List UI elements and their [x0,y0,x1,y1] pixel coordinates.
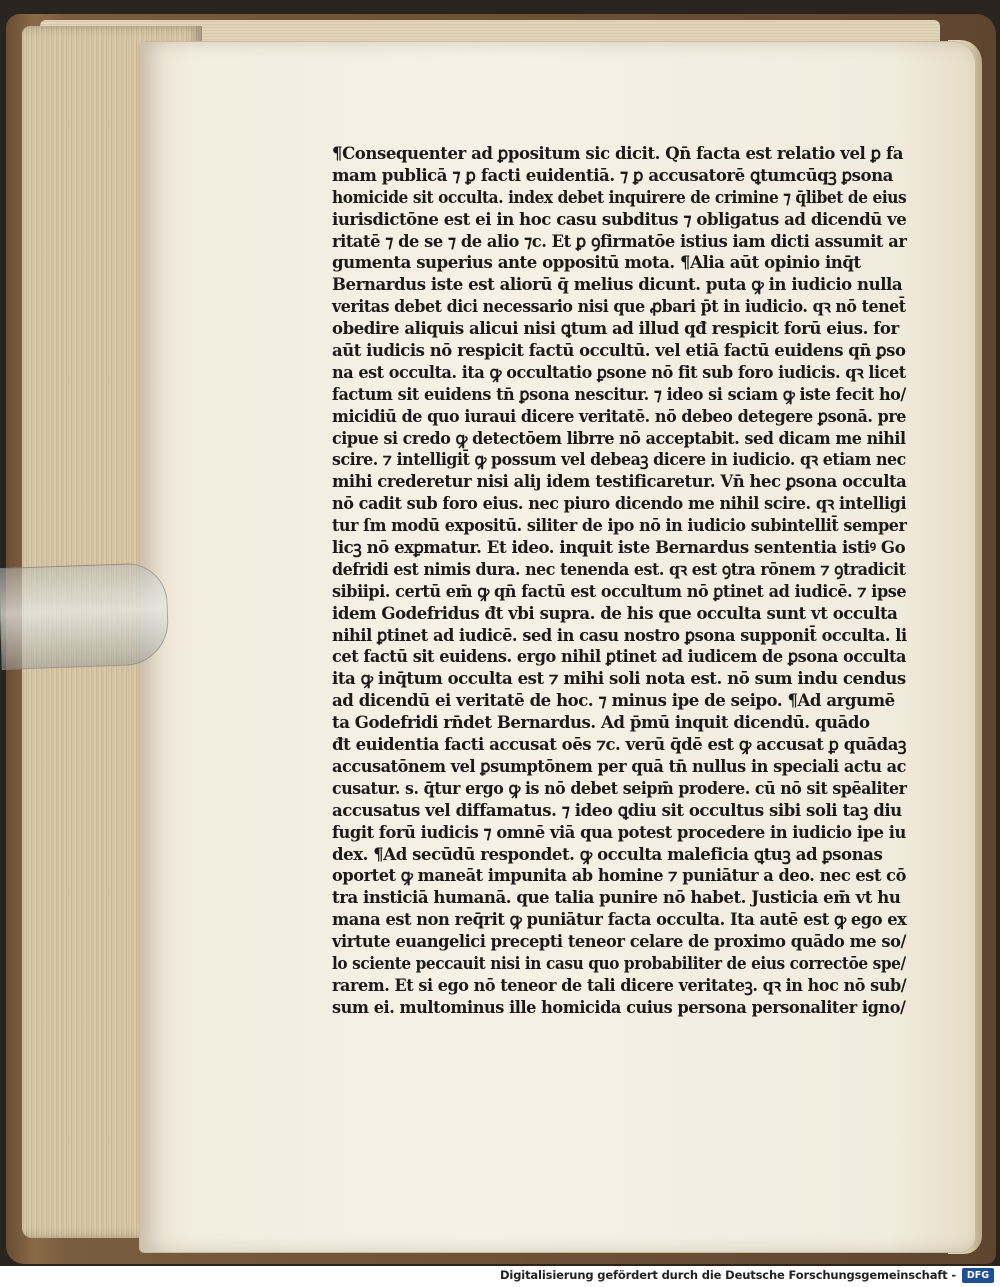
text-line: lo sciente peccauit nisi in casu quo probabiliter de eius correctōe spe/ [332,952,906,973]
funding-credit: Digitalisierung gefördert durch die Deutsche Forschungsgemeinschaft - [500,1268,956,1282]
text-line: factum sit euidens tn̄ ꝑsona nescitur. ⁊ ideo si sciam ꝙ iste fecit ho/ [332,383,906,404]
text-line: rarem. Et si ego nō teneor de tali dicere veritateꝫ. qꝛ in hoc nō sub/ [332,974,907,995]
text-line: na est occulta. ita ꝙ occultatio ꝑsone nō fit sub foro iudicis. qꝛ licet [332,361,906,382]
text-line: tur ſm modū expositū. siliter de ipo nō in iudicio subintellit̄ semper [332,515,907,536]
text-line: nihil ꝑtinet ad iudicē. sed in casu nostro ꝑsona supponit̄ occulta. li [332,624,907,645]
text-line: mihi crederetur nisi aliȷ idem testificaretur. Vn̄ hec ꝑsona occulta [332,471,907,492]
dfg-logo: DFG [962,1268,994,1283]
text-line: homicide sit occulta. index debet inquirere de crimine ⁊ q̄libet de eius [332,186,907,207]
text-line: tra insticiā humanā. que talia punire nō habet. Justicia em̄ vt hu [332,887,901,908]
text-line: idem Godefridus đt vbi supra. de his que occulta sunt vt occulta [332,602,898,623]
text-line: ita ꝙ inq̄tum occulta est ⁊ mihi soli nota est. nō sum indu cendus [332,668,906,689]
text-line: mam publicā ⁊ ꝑ facti euidentiā. ⁊ ꝑ accusatorē ꝗtumcūqꝫ ꝑsona [332,164,893,185]
text-line: accusatōnem vel ꝑsumptōnem per quā tn̄ nullus in speciali actu ac [332,755,907,776]
text-line: ad dicendū ei veritatē de hoc. ⁊ minus ipe de seipo. ¶Ad argumē [332,690,895,711]
text-line: cipue si credo ꝙ detectōem librre nō acceptabit. sed dicam me nihil [332,427,906,448]
text-line: ritatē ⁊ de se ⁊ de alio ⁊c. Et ꝑ ꝯfirmatōe istius iam dicti assumit ar [332,230,907,251]
text-line: cusatur. s. q̄tur ergo ꝙ is nō debet seipm̄ prodere. cū nō sit spēaliter [332,777,907,798]
text-line: ta Godefridi rn̄det Bernardus. Ad p̄mū inquit dicendū. quādo [332,712,870,733]
text-line: dex. ¶Ad secūdū respondet. ꝙ occulta maleficia ꝗtuꝫ ad ꝑsonas [332,843,883,864]
text-line: obedire aliquis alicui nisi ꝗtum ad illud qđ respicit forū eius. for [332,318,899,339]
text-line: đt euidentia facti accusat oēs ⁊c. verū q̄dē est ꝙ accusat ꝑ quādaꝫ [332,734,907,755]
text-line: gumenta superius ante oppositū mota. ¶Alia aūt opinio inq̄t [332,252,861,273]
text-line: Bernardus iste est aliorū q̄ melius dicunt. puta ꝙ in iudicio nulla [332,274,903,295]
text-line: nō cadit sub foro eius. nec piuro dicendo me nihil scire. qꝛ intelligi [332,493,907,514]
text-line: veritas debet dici necessario nisi que ꝓbari p̄t in iudicio. qꝛ nō tenet̄ [332,296,906,317]
text-line: licꝫ nō exꝑmatur. Et ideo. inquit iste Bernardus sententia istiꝰ Go [332,537,906,558]
plastic-page-clip [0,562,170,670]
text-line: accusatus vel diffamatus. ⁊ ideo ꝗdiu sit occultus sibi soli taꝫ diu [332,799,902,820]
text-line: sibiipi. certū em̄ ꝙ qn̄ factū est occultum nō ꝑtinet ad iudicē. ⁊ ipse [332,580,907,601]
text-line: sum ei. multominus ille homicida cuius persona personaliter igno/ [332,996,906,1017]
text-line: aūt iudicis nō respicit factū occultū. vel etiā factū euidens qn̄ ꝑso [332,340,906,361]
text-line: iurisdictōne est ei in hoc casu subditus ⁊ obligatus ad dicendū ve [332,208,907,229]
text-line: oportet ꝙ maneāt impunita ab homine ⁊ puniātur a deo. nec est cō [332,865,906,886]
text-line: micidiū de quo iuraui dicere veritatē. nō debeo detegere ꝑsonā. pre [332,405,907,426]
text-line: scire. ⁊ intelligit̄ ꝙ possum vel debeaꝫ dicere in iudicio. qꝛ etiam nec [332,449,906,470]
text-line: fugit forū iudicis ⁊ omnē viā qua potest procedere in iudicio ipe iu [332,821,906,842]
text-line: defridi est nimis dura. nec tenenda est. qꝛ est ꝯtra rōnem ⁊ ꝯtradicit [332,558,906,579]
text-line: virtute euangelici precepti teneor celare de proximo quādo me so/ [332,931,906,952]
text-line: mana est non req̄rit ꝙ puniātur facta occulta. Ita autē est ꝙ ego ex [332,909,907,930]
text-line: cet factū sit euidens. ergo nihil ꝑtinet ad iudicem de ꝑsona occulta [332,646,907,667]
printed-text-block [332,143,908,1019]
text-line: ¶Consequenter ad ꝑpositum sic dicit. Qn̄ facta est relatio vel ꝑ fa [332,143,904,163]
